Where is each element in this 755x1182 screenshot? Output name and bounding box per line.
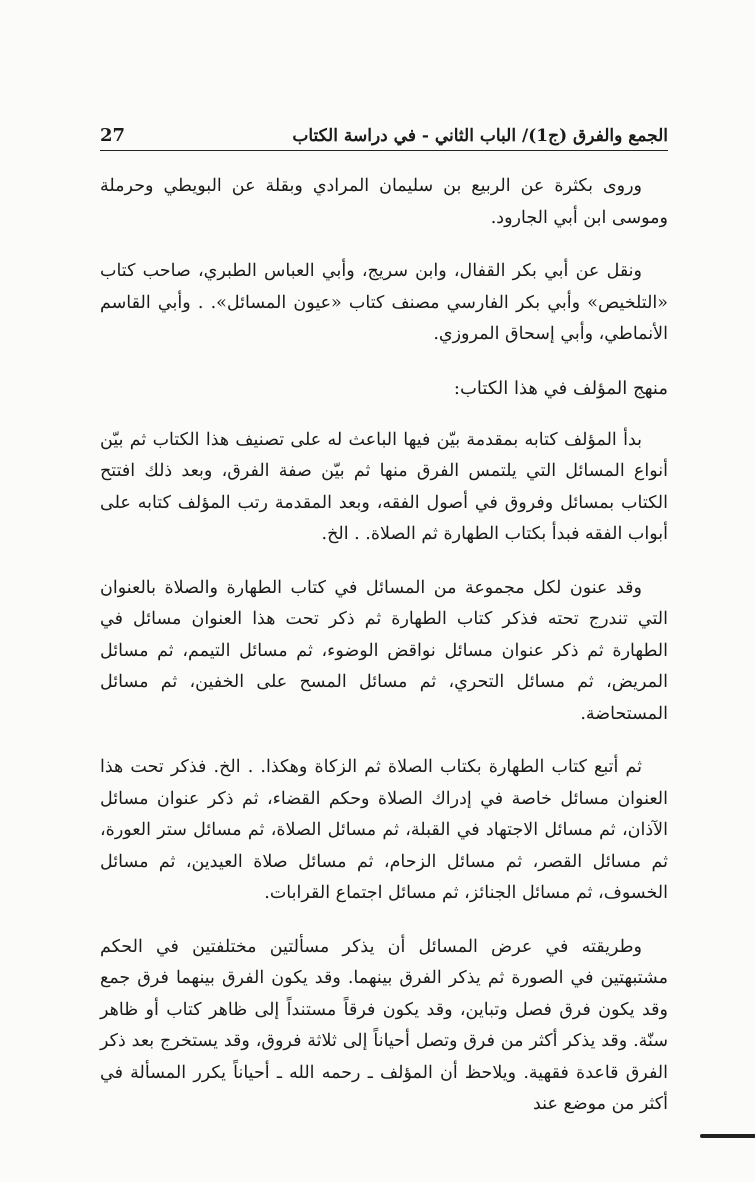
book-page xyxy=(100,112,668,1143)
paragraph-sources: ونقل عن أبي بكر القفال، وابن سريج، وأبي العباس الطبري، صاحب كتاب «التلخيص» وأبي بكر الفارسي مصنف كتاب «عيون المسائل». . وأبي القاسم الأنماطي، وأبي إسحاق المروزي. xyxy=(100,261,668,344)
page-body xyxy=(100,171,668,1121)
page-number: 27 xyxy=(100,125,126,146)
paragraph-method: وطريقته في عرض المسائل أن يذكر مسألتين مختلفتين في الحكم مشتبهتين في الصورة ثم يذكر الفرق بينهما. وقد يكون الفرق بينهما فرق جمع وقد يكون فرق فصل وتباين، وقد يكون فرقاً مستنداً إلى ظاهر كتاب أو ظاهر سنّة. وقد يذكر أكثر من فرق وتصل أحياناً إلى ثلاثة فروق، وقد يستخرج بعد ذكر الفرق قاعدة فقهية. ويلاحظ أن المؤلف ـ رحمه الله ـ أحياناً يكرر المسألة في أكثر من موضع عند xyxy=(100,936,668,1114)
paragraph-salah: ثم أتبع كتاب الطهارة بكتاب الصلاة ثم الزكاة وهكذا. . الخ. فذكر تحت هذا العنوان مسائل خاصة في إدراك الصلاة وحكم القضاء، ثم ذكر عنوان مسائل الآذان، ثم مسائل الاجتهاد في القبلة، ثم مسائل الصلاة، ثم مسائل ستر العورة، ثم مسائل القصر، ثم مسائل الزحام، ثم مسائل صلاة العيدين، ثم مسائل الخسوف، ثم مسائل الجنائز، ثم مسائل اجتماع القرابات. xyxy=(100,757,668,903)
paragraph-narrators: وروى بكثرة عن الربيع بن سليمان المرادي وبقلة عن البويطي وحرملة وموسى ابن أبي الجارود. xyxy=(100,176,668,228)
running-header xyxy=(100,112,668,151)
section-heading: منهج المؤلف في هذا الكتاب: xyxy=(453,377,668,399)
running-title: الجمع والفرق (ج1)/ الباب الثاني - في دراسة الكتاب xyxy=(292,126,668,146)
paragraph-taharah: وقد عنون لكل مجموعة من المسائل في كتاب الطهارة والصلاة بالعنوان التي تندرج تحته فذكر كتاب الطهارة ثم ذكر تحت هذا العنوان مسائل في الطهارة ثم ذكر عنوان مسائل نواقض الوضوء، ثم مسائل التيمم، ثم مسائل المريض، ثم مسائل التحري، ثم مسائل المسح على الخفين، ثم مسائل المستحاضة. xyxy=(100,577,668,724)
paragraph-introduction: بدأ المؤلف كتابه بمقدمة بيّن فيها الباعث له على تصنيف هذا الكتاب ثم بيّن أنواع المسائل التي يلتمس الفرق منها ثم بيّن صفة الفرق، وبعد ذلك افتتح الكتاب بمسائل وفروق في أصول الفقه، وبعد المقدمة رتب المؤلف كتابه على أبواب الفقه فبدأ بكتاب الطهارة ثم الصلاة. . الخ. xyxy=(100,429,668,544)
page-edge-mark xyxy=(700,1134,755,1138)
